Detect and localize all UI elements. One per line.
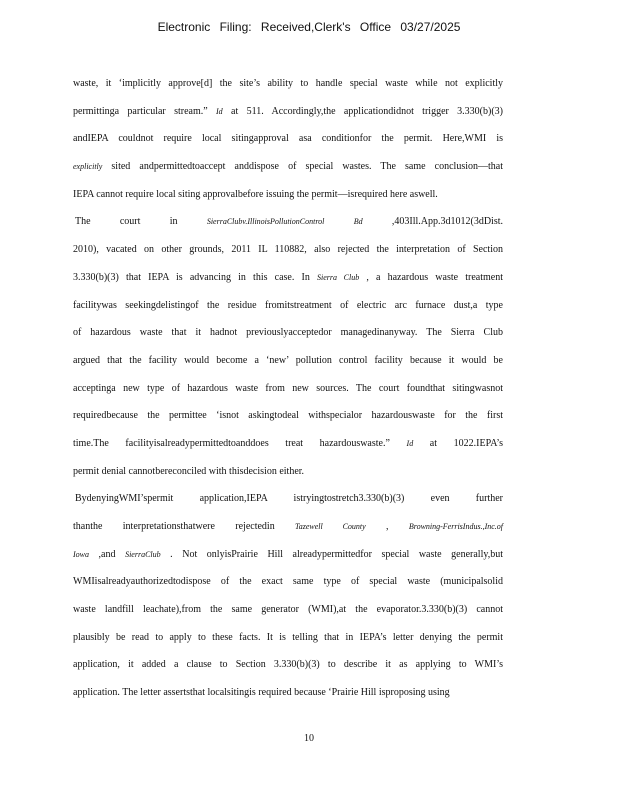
text-run: 2010), vacated on other grounds, 2011 IL 110882, also rejected the interpretation of Section [73, 244, 503, 256]
text-line [73, 264, 503, 292]
text-run: IEPA cannot require local siting approvalbefore issuing the permit—isrequired here aswell. [73, 188, 438, 200]
text-line [73, 181, 503, 209]
text-line [73, 125, 503, 153]
text-line [73, 292, 503, 320]
text-line [73, 485, 503, 513]
text-line [73, 375, 503, 403]
text-line [73, 319, 503, 347]
text-run: at 511. Accordingly,the applicationdidnot trigger 3.330(b)(3) [222, 105, 503, 117]
text-line [73, 513, 503, 541]
text-line [73, 430, 503, 458]
text-run: facilitywas seekingdelistingof the residue fromitstreatment of electric arc furnace dust,a type [73, 299, 503, 311]
text-line [73, 208, 503, 236]
text-line [73, 70, 503, 98]
italic-citation: SierraClubv.IllinoisPollutionControl [206, 217, 325, 227]
italic-citation: Iowa [73, 549, 89, 559]
italic-citation: explicitly [73, 162, 103, 172]
text-run: , a hazardous waste treatment [359, 271, 503, 283]
text-line [73, 98, 503, 126]
filing-header: Electronic Filing: Received,Clerk's Office 03/27/2025 [157, 20, 461, 34]
text-run: at 1022.IEPA’s [413, 437, 503, 449]
text-line [73, 236, 503, 264]
text-run: WMIisalreadyauthorizedtodispose of the exact same type of special waste (municipalsolid [73, 576, 503, 588]
text-run: permit denial cannotbereconciled with thisdecision either. [73, 465, 305, 477]
text-line [73, 651, 503, 679]
text-run: , [365, 521, 409, 532]
text-run: andIEPA couldnot require local sitingapproval asa conditionfor the permit. Here,WMI is [73, 133, 503, 145]
text-run: argued that the facility would become a ‘new’ pollution control facility because it would be [73, 354, 503, 366]
italic-citation: Browning-FerrisIndus.,Inc.of [408, 522, 503, 531]
text-run [324, 216, 353, 227]
text-run: acceptinga new type of hazardous waste from new sources. The court foundthat sitingwasnot [73, 382, 503, 394]
text-run: 3.330(b)(3) that IEPA is advancing in this case. In [73, 271, 317, 283]
italic-citation: Tazewell County [295, 522, 366, 531]
text-run: thanthe interpretationsthatwere rejectedin [73, 521, 296, 532]
text-run: sited andpermittedtoaccept anddispose of special wastes. The same conclusion—that [102, 161, 503, 173]
text-run: . Not onlyisPrairie Hill alreadypermittedfor special waste generally,but [160, 548, 503, 560]
italic-citation: SierraClub [125, 549, 161, 559]
text-run: ,403Ill.App.3d1012(3dDist. [362, 216, 503, 228]
text-line [73, 624, 503, 652]
text-run: requiredbecause the permittee ‘isnot askingtodeal withspecialor hazardouswaste for the first [73, 410, 503, 422]
italic-citation: Bd [353, 217, 363, 227]
text-run: BydenyingWMI’spermit application,IEPA istryingtostretch3.330(b)(3) even further [75, 493, 503, 505]
page-number: 10 [304, 733, 314, 744]
italic-citation: Id [216, 106, 223, 116]
text-run: application. The letter assertsthat localsitingis required because ‘Prairie Hill isproposing using [73, 687, 450, 699]
brief-body-text [73, 70, 503, 707]
text-line [73, 347, 503, 375]
text-run: ,and [89, 548, 126, 560]
italic-citation: Sierra Club [316, 272, 360, 282]
text-run: time.The facilityisalreadypermittedtoanddoes treat hazardouswaste.” [73, 437, 407, 449]
text-line [73, 541, 503, 569]
text-run: waste landfill leachate),from the same generator (WMI),at the evaporator.3.330(b)(3) cannot [73, 604, 503, 616]
text-line [73, 402, 503, 430]
text-run: The court in [75, 216, 207, 228]
text-run: application, it added a clause to Section 3.330(b)(3) to describe it as applying to WMI’s [73, 659, 503, 671]
text-line [73, 568, 503, 596]
text-run: permittinga particular stream.” [73, 105, 217, 117]
text-run: waste, it ‘implicitly approve[d] the site’s ability to handle special waste while not explicitly [73, 78, 503, 89]
text-line [73, 458, 503, 486]
text-run: of hazardous waste that it hadnot previouslyacceptedor managedinanyway. The Sierra Club [73, 327, 503, 339]
italic-citation: Id [406, 438, 414, 448]
text-run: plausibly be read to apply to these facts. It is telling that in IEPA’s letter denying the permit [73, 631, 503, 643]
text-line [73, 596, 503, 624]
text-line [73, 153, 503, 181]
text-line [73, 679, 503, 707]
